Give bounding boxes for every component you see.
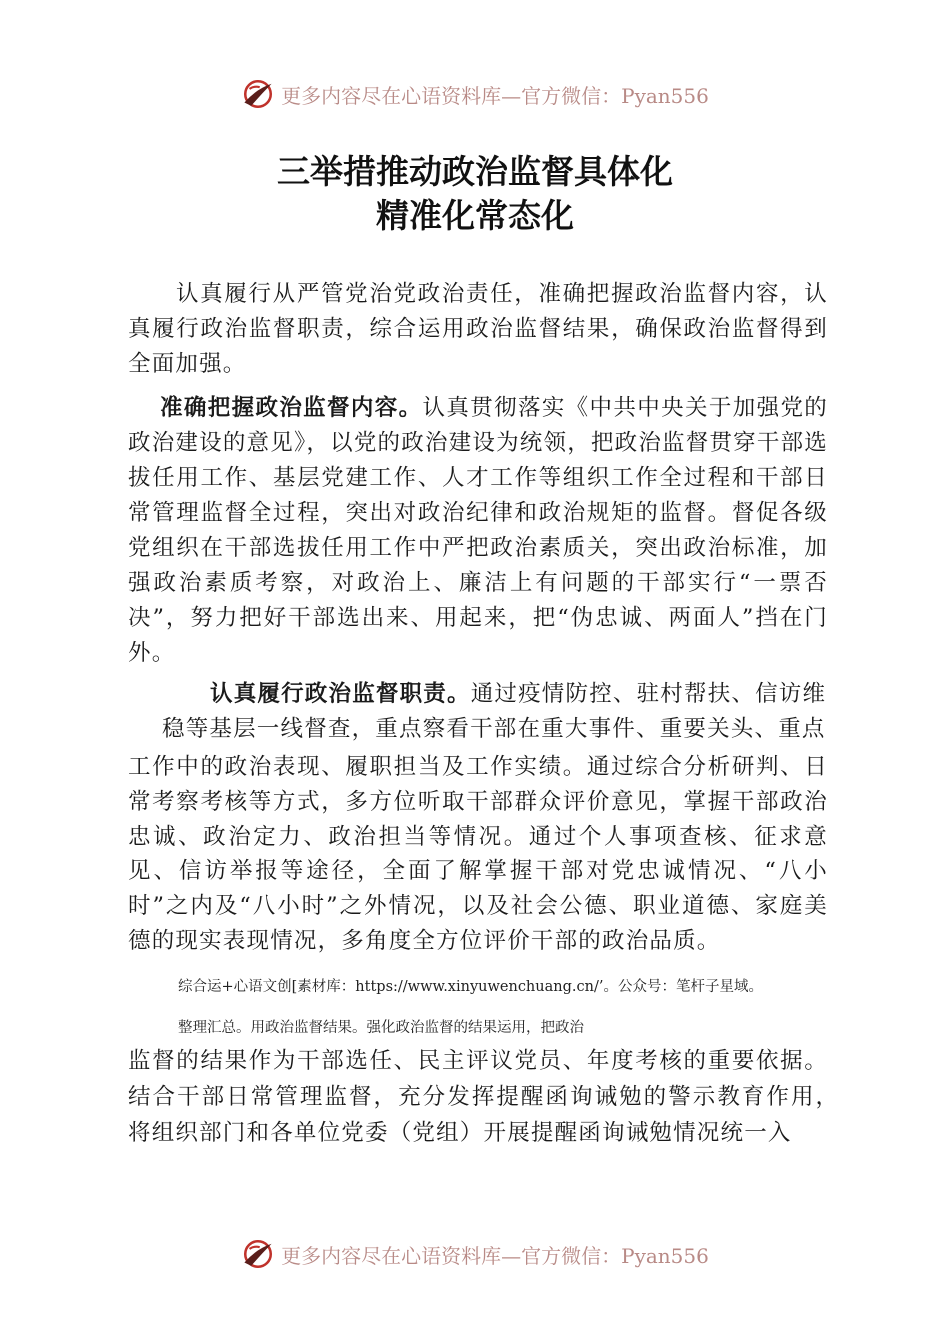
watermark-text: 更多内容尽在心语资料库—官方微信：Pyan556 <box>281 1243 709 1268</box>
watermark-text: 更多内容尽在心语资料库—官方微信：Pyan556 <box>281 83 709 108</box>
footer-watermark <box>0 1234 950 1274</box>
document-title-line2: 精准化常态化 <box>376 196 574 235</box>
document-title-line1: 三举措推动政治监督具体化 <box>277 152 673 191</box>
section-body-2-line2: 稳等基层一线督查，重点察看干部在重大事件、重要关头、重点 <box>162 716 826 742</box>
section-body-1: 认真贯彻落实《中共中央关于加强党的政治建设的意见》，以党的政治建设为统领，把政治监督贯穿干部选拔任用工作、基层党建工作、人才工作等组织工作全过程和干部日常管理监督全过程，突出对政治纪律和政治规矩的监督。督促各级党组织在干部选拔任用工作中严把政治素质关，突出政治标准，加强政治素质考察，对政治上、廉洁上有问题的干部实行“一票否决”，努力把好干部选出来、用起来，把“伪忠诚、两面人”挡在门外。 <box>128 395 829 666</box>
section-paragraph-2-line1 <box>210 677 826 712</box>
section-body-2-rest: 工作中的政治表现、履职担当及工作实绩。通过综合分析研判、日常考察考核等方式，多方位听取干部群众评价意见，掌握干部政治忠诚、政治定力、政治担当等情况。通过个人事项查核、征求意见、信访举报等途径，全面了解掌握干部对党忠诚情况、“八小时”之内及“八小时”之外情况，以及社会公德、职业道德、家庭美德的现实表现情况，多角度全方位评价干部的政治品质。 <box>128 754 828 954</box>
section-heading-2: 认真履行政治监督职责。 <box>210 681 471 707</box>
intro-paragraph: 认真履行从严管党治党政治责任，准确把握政治监督内容，认真履行政治监督职责，综合运用政治监督结果，确保政治监督得到全面加强。 <box>128 281 828 377</box>
section-paragraph-1 <box>128 391 828 671</box>
closing-paragraph: 监督的结果作为干部选任、民主评议党员、年度考核的重要依据。结合干部日常管理监督，充分发挥提醒函询诫勉的警示教育作用， 将组织部门和各单位党委（党组）开展提醒函询诫勉情况统一入 <box>128 1048 852 1146</box>
source-note-line1: 综合运+心语文创[素材库：https://www.xinyuwenchuang.cn/’。公众号：笔杆子星域。 <box>178 979 763 995</box>
section-heading-1: 准确把握政治监督内容。 <box>160 395 423 421</box>
section-body-2-line1: 通过疫情防控、驻村帮扶、信访维 <box>470 681 827 707</box>
brush-logo-icon <box>241 1237 275 1271</box>
brush-logo-icon <box>241 77 275 111</box>
source-note-line2: 整理汇总。用政治监督结果。强化政治监督的结果运用，把政治 <box>178 1020 584 1036</box>
header-watermark <box>0 74 950 114</box>
